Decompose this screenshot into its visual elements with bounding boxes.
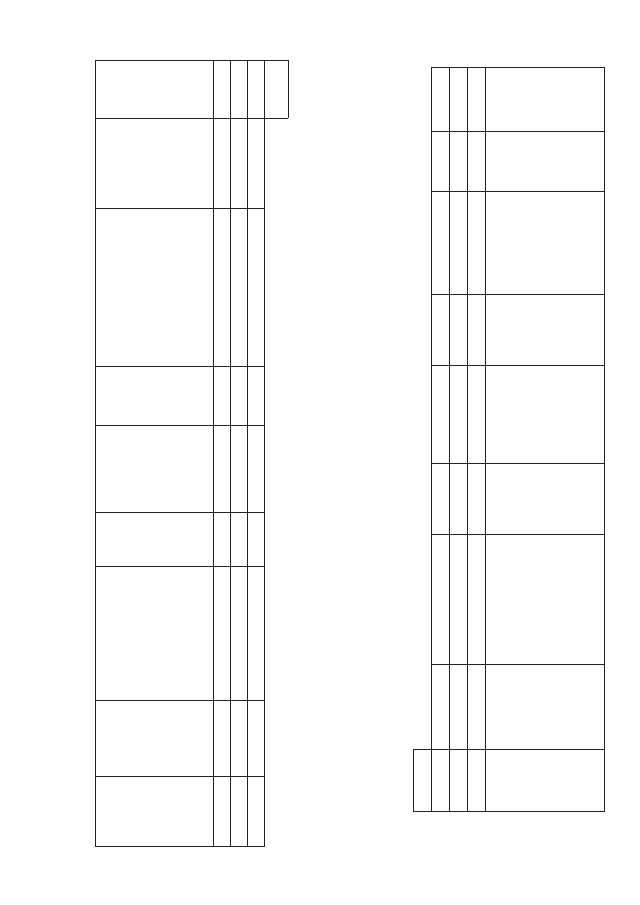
table1-header xyxy=(486,365,605,463)
table-cell xyxy=(450,131,468,191)
table-cell xyxy=(450,294,468,365)
table1-header xyxy=(486,750,605,812)
table1-header xyxy=(486,131,605,191)
table-cell xyxy=(432,191,450,294)
table-cell xyxy=(432,131,450,191)
table1-total-value xyxy=(414,750,432,812)
table1-header xyxy=(486,665,605,750)
table-cell xyxy=(450,535,468,665)
table1-total-label xyxy=(414,665,432,750)
table1-header xyxy=(486,294,605,365)
table-cell xyxy=(432,665,450,750)
table-cell xyxy=(432,750,450,812)
table-cell xyxy=(468,365,486,463)
table-cell xyxy=(450,464,468,535)
table-row xyxy=(468,68,486,812)
table-cell xyxy=(468,535,486,665)
table-cell xyxy=(468,68,486,132)
table-cell xyxy=(468,665,486,750)
table1-header-row xyxy=(486,68,605,812)
table1 xyxy=(413,67,605,812)
table-cell xyxy=(468,131,486,191)
table-cell xyxy=(468,750,486,812)
table1-header xyxy=(486,535,605,665)
table-cell xyxy=(432,464,450,535)
table1-header xyxy=(486,68,605,132)
table-cell xyxy=(468,191,486,294)
table-cell xyxy=(450,365,468,463)
table-cell xyxy=(432,68,450,132)
table-cell xyxy=(468,294,486,365)
table-cell xyxy=(432,365,450,463)
table1-total-row xyxy=(414,68,432,812)
table-row xyxy=(432,68,450,812)
table-cell xyxy=(432,294,450,365)
table-cell xyxy=(450,750,468,812)
table-cell xyxy=(450,68,468,132)
table-cell xyxy=(450,191,468,294)
table-row xyxy=(450,68,468,812)
table1-header xyxy=(486,191,605,294)
table-cell xyxy=(468,464,486,535)
table-cell xyxy=(432,535,450,665)
table-cell xyxy=(450,665,468,750)
table1-header xyxy=(486,464,605,535)
